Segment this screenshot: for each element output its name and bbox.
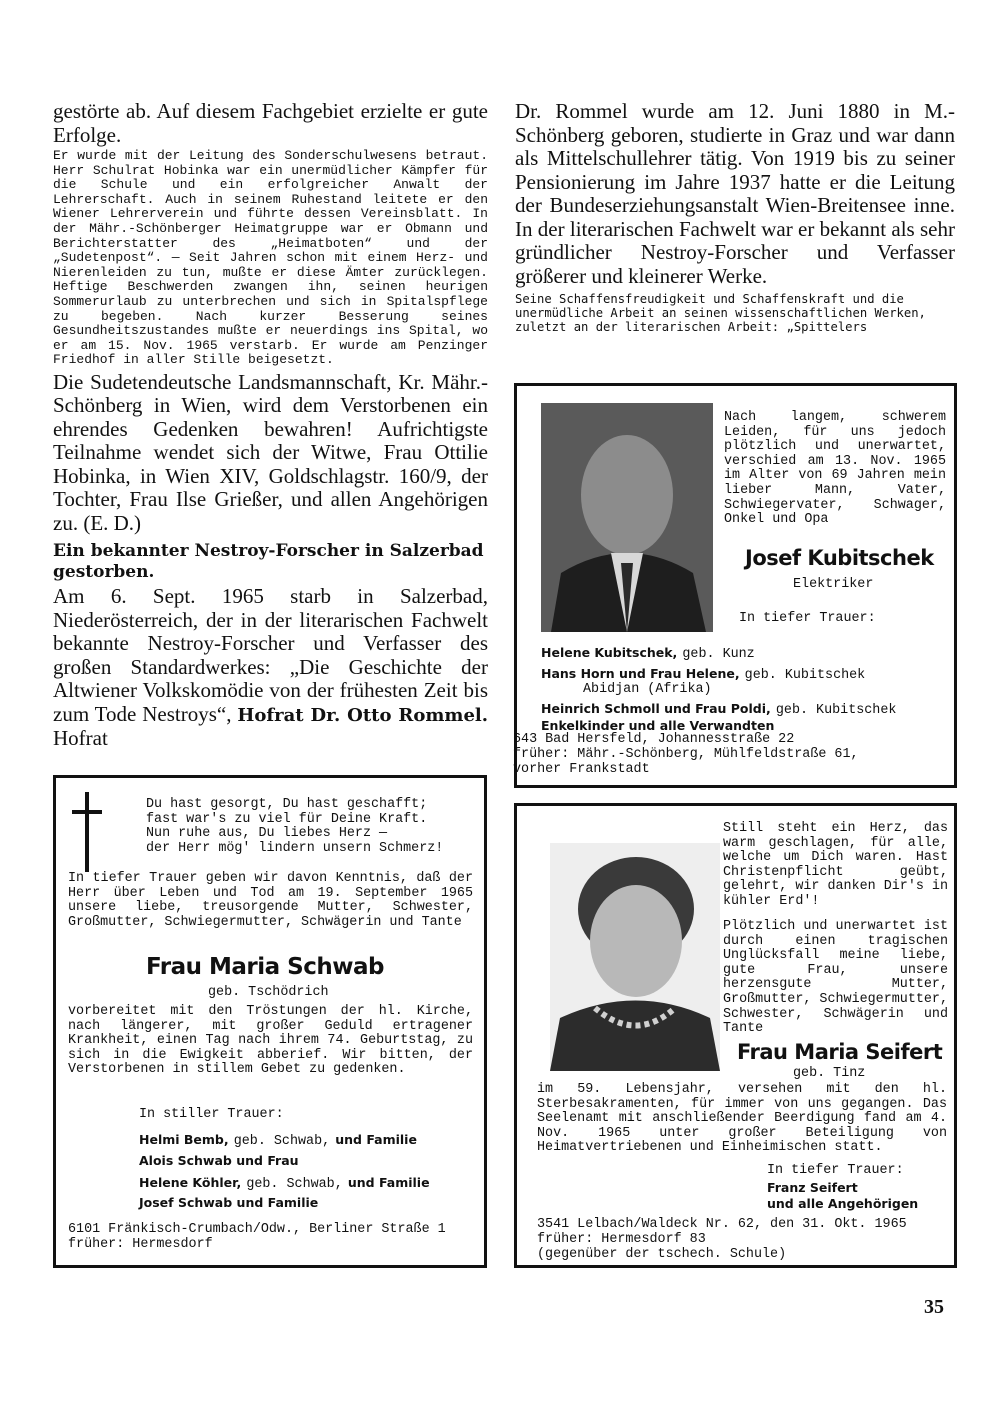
paragraph-rommel-small: Seine Schaffensfreudigkeit und Schaffenskraft und die unermüdliche Arbeit an seinen wissenschaftlichen Werken, zuletzt an der literarischen Arbeit: „Spittelers bbox=[515, 292, 926, 334]
paragraph-rommel: Dr. Rommel wurde am 12. Juni 1880 in M.-Schönberg geboren, studierte in Graz und war dann als Mittelschullehrer tätig. Von 1919 bis zu seiner Pensionierung im Jahre 1937 hatte er die Leitung der Bundeserziehungsanstalt Wien-Breitensee inne. In der literarischen Fachwelt war er bekannt als sehr gründlicher Nestroy-Forscher und Verfasser größerer und kleinerer Werke. bbox=[515, 99, 955, 288]
obituary-schwab bbox=[53, 775, 487, 1268]
seifert-name: Frau Maria Seifert bbox=[737, 1040, 943, 1064]
headline-nestroy: Ein bekannter Nestroy-Forscher in Salzerbad gestorben. bbox=[53, 541, 484, 583]
left-column bbox=[53, 100, 488, 751]
kubitschek-profession: Elektriker bbox=[793, 577, 874, 592]
portrait-photo-seifert bbox=[550, 843, 720, 1071]
verse-line-3: Nun ruhe aus, Du liebes Herz — bbox=[146, 826, 388, 842]
sig-1-rest: geb. Kunz bbox=[682, 647, 755, 662]
kubitschek-signatories bbox=[541, 642, 951, 734]
right-column bbox=[515, 100, 955, 334]
cross-icon bbox=[72, 792, 102, 872]
seifert-sig-1: Franz Seifert bbox=[767, 1180, 858, 1195]
sig-2-bold: Hans Horn und Frau Helene, bbox=[541, 665, 740, 681]
portrait-kubitschek-image bbox=[541, 403, 713, 632]
verse-line-2: fast war's zu viel für Deine Kraft. bbox=[146, 811, 428, 827]
obituary-seifert bbox=[514, 803, 957, 1268]
seifert-sig-2: und alle Angehörigen bbox=[767, 1196, 919, 1211]
sig-3: Abidjan (Afrika) bbox=[583, 682, 712, 698]
schwab-signatories bbox=[139, 1128, 479, 1213]
sig-4-bold: Heinrich Schmoll und Frau Poldi, bbox=[541, 700, 771, 716]
seifert-mourning: In tiefer Trauer: bbox=[767, 1163, 904, 1178]
schwab-name: Frau Maria Schwab bbox=[146, 954, 384, 980]
sig-5-bold: Enkelkinder und alle Verwandten bbox=[541, 718, 775, 734]
verse-line-1: Du hast gesorgt, Du hast geschafft; bbox=[146, 797, 428, 812]
schwab-born: geb. Tschödrich bbox=[208, 985, 329, 1000]
nestroy-text: Am 6. Sept. 1965 starb in Salzerbad, Niederösterreich, der in der literarischen Fachwelt bekannte Nestroy-Forscher und Verfasser des großen Standardwerkes: „Die Geschichte der Altwiener Volkskomödie von der frühesten Zeit bis zum Tode Nestroys“, bbox=[53, 584, 488, 726]
schwab-intro: In tiefer Trauer geben wir davon Kenntnis, daß der Herr über Leben und Tod am 19. September 1965 unsere liebe, treusorgende Mutter, Schwester, Großmutter, Schwiegermutter, Schwägerin und Tante bbox=[68, 871, 473, 930]
paragraph-condolence: Die Sudetendeutsche Landsmannschaft, Kr. Mähr.-Schönberg in Wien, wird dem Verstorbenen ein ehrendes Gedenken bewahren! Aufrichtigste Teilnahme wendet sich der Witwe, Frau Ottilie Hobinka, in Wien XIV, Goldschlagstr. 160/9, der Tochter, Frau Ilse Grießer, und allen Angehörigen zu. (E. D.) bbox=[53, 369, 488, 535]
nestroy-name-bold: Hofrat Dr. Otto Rommel. bbox=[237, 704, 489, 726]
obituary-kubitschek bbox=[514, 383, 957, 788]
kubitschek-mourning: In tiefer Trauer: bbox=[739, 611, 876, 626]
seifert-text: im 59. Lebensjahr, versehen mit den hl. Sterbesakramenten, für immer von uns gegangen. Das Seelenamt mit anschließender Beerdigung fand am 4. Nov. 1965 unter großer Beteiligung von Heimatvertriebenen und Einheimischen statt. bbox=[537, 1082, 947, 1156]
schwab-sig-2: Alois Schwab und Frau bbox=[139, 1152, 299, 1168]
sig-4-rest: geb. Kubitschek bbox=[775, 702, 897, 718]
nestroy-text-end: Hofrat bbox=[53, 726, 108, 751]
page-number: 35 bbox=[924, 1296, 944, 1318]
portrait-photo-kubitschek bbox=[541, 403, 713, 632]
seifert-intro: Plötzlich und unerwartet ist durch einen tragischen Unglücksfall meine liebe, gute Frau, unsere herzensgute Mutter, Großmutter, Schwiegermutter, Schwester, Schwägerin und Tante bbox=[723, 919, 948, 1037]
seifert-born: geb. Tinz bbox=[793, 1066, 866, 1081]
kubitschek-name: Josef Kubitschek bbox=[745, 546, 934, 570]
schwab-sig-1-bold2: und Familie bbox=[335, 1132, 417, 1147]
paragraph-intro: gestörte ab. Auf diesem Fachgebiet erzielte er gute Erfolge. bbox=[53, 99, 488, 147]
schwab-sig-3-bold: Helene Köhler, bbox=[139, 1174, 242, 1190]
paragraph-nestroy bbox=[53, 585, 488, 751]
kubitschek-intro: Nach langem, schwerem Leiden, für uns jedoch plötzlich und unerwartet, verschied am 13. Nov. 1965 im Alter von 69 Jahren mein lieber Mann, Vater, Schwiegervater, Schwager, Onkel und Opa bbox=[724, 410, 946, 528]
schwab-sig-1-rest: geb. Schwab, bbox=[233, 1134, 331, 1149]
seifert-address-3: (gegenüber der tschech. Schule) bbox=[537, 1247, 787, 1262]
schwab-verse bbox=[146, 798, 476, 856]
kubitschek-address-2: früher: Mähr.-Schönberg, Mühlfeldstraße 61, bbox=[513, 747, 859, 762]
schwab-sig-4: Josef Schwab und Familie bbox=[139, 1195, 319, 1211]
seifert-address-1: 3541 Lelbach/Waldeck Nr. 62, den 31. Okt. 1965 bbox=[537, 1217, 907, 1232]
schwab-text: vorbereitet mit den Tröstungen der hl. Kirche, nach längerer, mit großer Geduld ertragener Krankheit, einen Tag nach ihrem 74. Geburtstag, zu sich in die Ewigkeit abberief. Wir bitten, der Verstorbenen in stillem Gebet zu gedenken. bbox=[68, 1004, 473, 1078]
seifert-verse: Still steht ein Herz, das warm geschlagen, für alle, welche um Dich waren. Hast Christenpflicht geübt, gelehrt, wir danken Dir's in kühler Erd'! bbox=[723, 821, 948, 909]
schwab-mourning: In stiller Trauer: bbox=[139, 1107, 284, 1122]
sig-2-rest: geb. Kubitschek bbox=[744, 667, 866, 683]
schwab-sig-3-bold2: und Familie bbox=[347, 1174, 430, 1190]
kubitschek-address-1: 643 Bad Hersfeld, Johannesstraße 22 bbox=[513, 732, 795, 747]
kubitschek-address-3: vorher Frankstadt bbox=[513, 762, 650, 777]
sig-1-bold: Helene Kubitschek, bbox=[541, 645, 678, 660]
seifert-address-2: früher: Hermesdorf 83 bbox=[537, 1232, 706, 1247]
schwab-address-1: 6101 Fränkisch-Crumbach/Odw., Berliner Straße 1 bbox=[68, 1222, 446, 1237]
schwab-sig-3-rest: geb. Schwab, bbox=[246, 1176, 343, 1192]
schwab-sig-1-bold: Helmi Bemb, bbox=[139, 1132, 229, 1147]
verse-line-4: der Herr mög' lindern unsern Schmerz! bbox=[146, 840, 444, 856]
paragraph-career: Er wurde mit der Leitung des Sonderschulwesens betraut. Herr Schulrat Hobinka war ein unermüdlicher Kämpfer für die Schule und ein erfolgreicher Anwalt der Lehrerschaft. Auch in seinem Ruhestand leitete er den Wiener Lehrerverein und führte dessen Vereinsblatt. In der Mähr.-Schönberger Heimatgruppe war er Obmann und Berichterstatter des „Heimatboten“ und der „Sudetenpost“. — Seit Jahren schon mit einem Herz- und Nierenleiden zu tun, mußte er diese Ämter zurücklegen. Heftige Beschwerden zwangen ihn, seinen heurigen Sommerurlaub zu unterbrechen und sich in Spitalspflege zu begeben. Nach kurzer Besserung seines Gesundheitszustandes mußte er neuerdings ins Spital, wo er am 15. Nov. 1965 verstarb. Er wurde am Penzinger Friedhof in aller Stille beigesetzt. bbox=[53, 148, 488, 368]
portrait-seifert-image bbox=[550, 843, 720, 1071]
schwab-address-2: früher: Hermesdorf bbox=[68, 1237, 213, 1252]
